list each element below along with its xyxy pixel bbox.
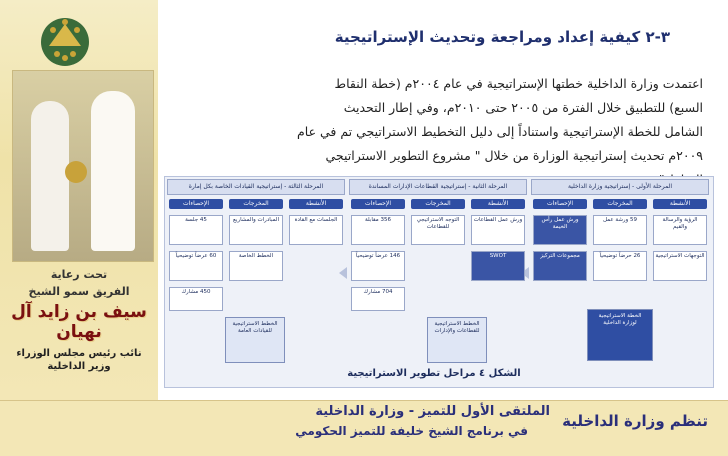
trophy-icon bbox=[65, 161, 87, 183]
sponsor-line: تحت رعاية bbox=[50, 268, 108, 281]
diagram-cell: المبادرات والمشاريع bbox=[229, 215, 283, 245]
stage-head: المرحلة الثالثة - إستراتيجية القيادات الخاصة بكل إمارة bbox=[167, 179, 345, 195]
footer-event-title: الملتقى الأول للتميز - وزارة الداخلية bbox=[315, 404, 550, 419]
emblem-icon bbox=[35, 10, 95, 70]
diagram-cell: التوجهات الاستراتيجية bbox=[653, 251, 707, 281]
body-line: اعتمدت وزارة الداخلية خطتها الإستراتيجية في عام ٢٠٠٤م (خطة النقاط bbox=[334, 76, 703, 91]
diagram-cell: التوجه الاستراتيجي للقطاعات bbox=[411, 215, 465, 245]
stage-3 bbox=[167, 179, 345, 367]
strategy-document: الخطة الاستراتيجية لوزارة الداخلية bbox=[587, 309, 653, 361]
person-figure bbox=[91, 91, 135, 251]
diagram-cell: 45 جلسة bbox=[169, 215, 223, 245]
body-line: الشامل للخطة الإستراتيجية واستناداً إلى دليل التخطيط الاستراتيجي تم في عام bbox=[297, 124, 703, 139]
diagram-cell: 356 مقابلة bbox=[351, 215, 405, 245]
strategy-document: الخطط الاستراتيجية للقيادات العامة bbox=[225, 317, 285, 363]
column-header: المخرجات bbox=[411, 199, 465, 209]
stage-head: المرحلة الأولى - إستراتيجية وزارة الداخلية bbox=[531, 179, 709, 195]
column-header: المخرجات bbox=[229, 199, 283, 209]
column-header: الإحصاءات bbox=[169, 199, 223, 209]
footer-event-subtitle: في برنامج الشيخ خليفة للتميز الحكومي bbox=[295, 424, 528, 438]
diagram-cell: 450 مشارك bbox=[169, 287, 223, 311]
diagram-cell: ورش عمل رأس الخيمة bbox=[533, 215, 587, 245]
diagram-cell: 146 عرضاً توضيحياً bbox=[351, 251, 405, 281]
sponsor-name: سيف بن زايد آل نهيان bbox=[11, 302, 147, 342]
person-figure bbox=[31, 101, 69, 251]
sponsor-line: الفريق سمو الشيخ bbox=[28, 285, 130, 298]
strategy-diagram bbox=[164, 176, 714, 388]
column-header: الأنشطة bbox=[289, 199, 343, 209]
diagram-cell: 704 مشارك bbox=[351, 287, 405, 311]
column-header: الأنشطة bbox=[653, 199, 707, 209]
column-header: الإحصاءات bbox=[351, 199, 405, 209]
sponsor-title: نائب رئيس مجلس الوزراء bbox=[16, 348, 142, 359]
award-photo bbox=[12, 70, 154, 262]
diagram-cell: الخطط الخاصة bbox=[229, 251, 283, 281]
diagram-cell: الجلسات مع القادة bbox=[289, 215, 343, 245]
stage-2 bbox=[349, 179, 527, 367]
diagram-cell: 60 عرضاً توضيحياً bbox=[169, 251, 223, 281]
body-line: السبع) للتطبيق خلال الفترة من ٢٠٠٥ حتى ٢٠١٠م، وفي إطار التحديث bbox=[343, 100, 703, 115]
page-title: ٣-٢ كيفية إعداد ومراجعة وتحديث الإستراتيجية bbox=[334, 28, 670, 46]
body-paragraph bbox=[168, 72, 703, 176]
diagram-cell: الرؤية والرسالة والقيم bbox=[653, 215, 707, 245]
stage-1 bbox=[531, 179, 709, 367]
diagram-cell: 59 ورشة عمل bbox=[593, 215, 647, 245]
stage-head: المرحلة الثانية - إستراتيجية القطاعات الإدارات المساندة bbox=[349, 179, 527, 195]
sponsor-block bbox=[0, 268, 158, 372]
diagram-caption: الشكل ٤ مراحل تطوير الاستراتيجية bbox=[334, 368, 534, 379]
footer-organizer: تنظم وزارة الداخلية bbox=[562, 412, 708, 430]
column-header: الأنشطة bbox=[471, 199, 525, 209]
body-line: ٢٠٠٩م تحديث إستراتيجية الوزارة من خلال " مشروع التطوير الاستراتيجي bbox=[325, 148, 703, 163]
diagram-cell: مجموعات التركيز bbox=[533, 251, 587, 281]
strategy-document: الخطط الاستراتيجية للقطاعات والإدارات bbox=[427, 317, 487, 363]
diagram-cell: SWOT bbox=[471, 251, 525, 281]
sponsor-title: وزير الداخلية bbox=[47, 361, 111, 372]
column-header: الإحصاءات bbox=[533, 199, 587, 209]
column-header: المخرجات bbox=[593, 199, 647, 209]
diagram-cell: ورش عمل القطاعات bbox=[471, 215, 525, 245]
diagram-cell: 26 حرضاً توضيحياً bbox=[593, 251, 647, 281]
left-panel bbox=[0, 0, 158, 400]
